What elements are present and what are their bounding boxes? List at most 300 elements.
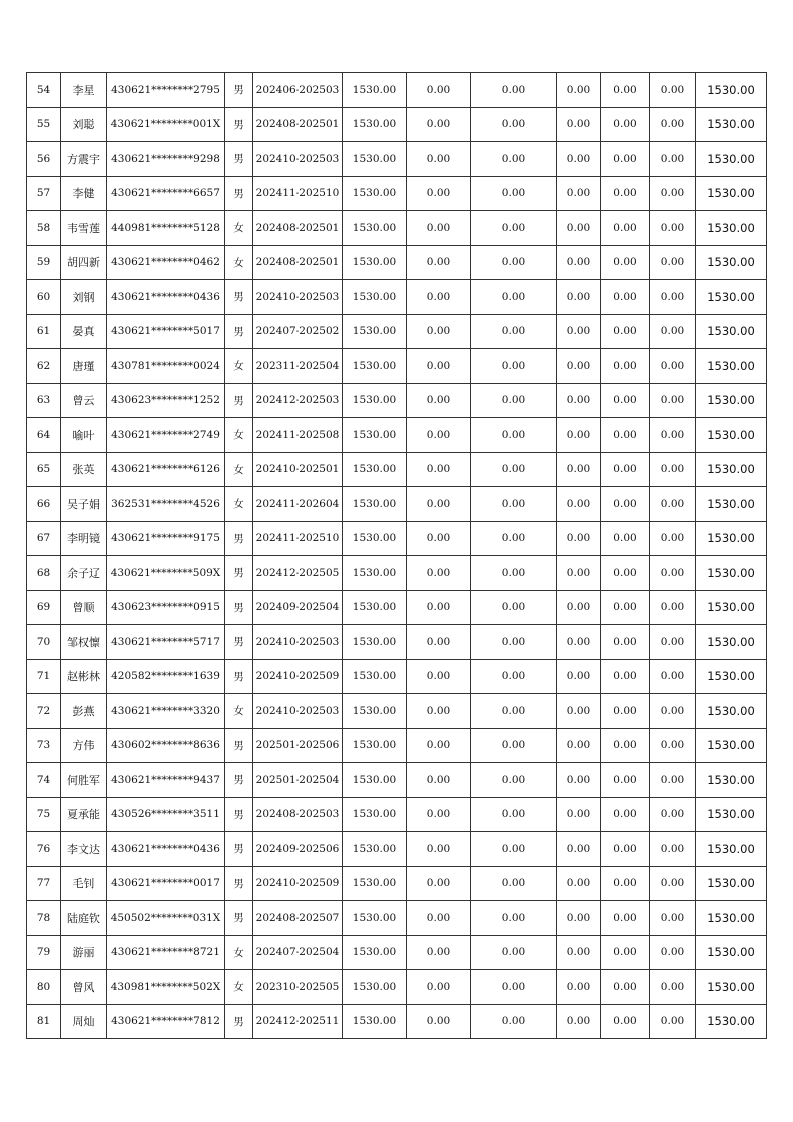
amount-col-6-cell: 0.00 <box>650 970 696 1005</box>
id-number-cell: 430623********0915 <box>107 590 225 625</box>
amount-col-6-cell: 0.00 <box>650 590 696 625</box>
amount-col-6-cell: 0.00 <box>650 73 696 108</box>
gender-cell: 男 <box>225 590 253 625</box>
gender-cell: 男 <box>225 763 253 798</box>
table-row <box>27 73 767 108</box>
amount-col-3-cell: 0.00 <box>471 728 557 763</box>
amount-col-5-cell: 0.00 <box>601 245 650 280</box>
amount-col-4-cell: 0.00 <box>557 866 601 901</box>
amount-col-4-cell: 0.00 <box>557 521 601 556</box>
amount-col-3-cell: 0.00 <box>471 73 557 108</box>
period-cell: 202501-202506 <box>253 728 343 763</box>
amount-col-4-cell: 0.00 <box>557 832 601 867</box>
name-cell: 刘钢 <box>61 280 107 315</box>
name-cell: 喻叶 <box>61 418 107 453</box>
name-cell: 曾顺 <box>61 590 107 625</box>
amount-col-4-cell: 0.00 <box>557 935 601 970</box>
name-cell: 张英 <box>61 452 107 487</box>
amount-col-2-cell: 0.00 <box>407 176 471 211</box>
amount-col-4-cell: 0.00 <box>557 418 601 453</box>
id-number-cell: 430621********2795 <box>107 73 225 108</box>
amount-col-3-cell: 0.00 <box>471 107 557 142</box>
row-number-cell: 76 <box>27 832 61 867</box>
amount-col-3-cell: 0.00 <box>471 280 557 315</box>
table-row <box>27 349 767 384</box>
amount-col-6-cell: 0.00 <box>650 280 696 315</box>
amount-col-2-cell: 0.00 <box>407 590 471 625</box>
period-cell: 202409-202506 <box>253 832 343 867</box>
amount-col-3-cell: 0.00 <box>471 314 557 349</box>
amount-col-3-cell: 0.00 <box>471 625 557 660</box>
gender-cell: 女 <box>225 452 253 487</box>
name-cell: 李明镜 <box>61 521 107 556</box>
row-number-cell: 63 <box>27 383 61 418</box>
table-row <box>27 211 767 246</box>
total-cell: 1530.00 <box>696 694 767 729</box>
period-cell: 202409-202504 <box>253 590 343 625</box>
id-number-cell: 430623********1252 <box>107 383 225 418</box>
id-number-cell: 430621********509X <box>107 556 225 591</box>
amount-col-4-cell: 0.00 <box>557 901 601 936</box>
amount-col-3-cell: 0.00 <box>471 1004 557 1039</box>
amount-col-6-cell: 0.00 <box>650 418 696 453</box>
amount-col-6-cell: 0.00 <box>650 176 696 211</box>
gender-cell: 男 <box>225 73 253 108</box>
amount-col-5-cell: 0.00 <box>601 970 650 1005</box>
row-number-cell: 66 <box>27 487 61 522</box>
gender-cell: 男 <box>225 107 253 142</box>
table-row <box>27 452 767 487</box>
row-number-cell: 59 <box>27 245 61 280</box>
name-cell: 李健 <box>61 176 107 211</box>
amount-cell: 1530.00 <box>343 383 407 418</box>
amount-col-5-cell: 0.00 <box>601 625 650 660</box>
gender-cell: 男 <box>225 176 253 211</box>
amount-cell: 1530.00 <box>343 142 407 177</box>
period-cell: 202408-202501 <box>253 107 343 142</box>
amount-col-3-cell: 0.00 <box>471 349 557 384</box>
amount-col-4-cell: 0.00 <box>557 349 601 384</box>
amount-col-5-cell: 0.00 <box>601 590 650 625</box>
total-cell: 1530.00 <box>696 901 767 936</box>
amount-col-5-cell: 0.00 <box>601 383 650 418</box>
amount-col-6-cell: 0.00 <box>650 211 696 246</box>
gender-cell: 男 <box>225 521 253 556</box>
gender-cell: 男 <box>225 797 253 832</box>
amount-col-6-cell: 0.00 <box>650 383 696 418</box>
id-number-cell: 430621********6126 <box>107 452 225 487</box>
row-number-cell: 81 <box>27 1004 61 1039</box>
total-cell: 1530.00 <box>696 728 767 763</box>
row-number-cell: 55 <box>27 107 61 142</box>
name-cell: 何胜军 <box>61 763 107 798</box>
id-number-cell: 430621********7812 <box>107 1004 225 1039</box>
amount-cell: 1530.00 <box>343 625 407 660</box>
name-cell: 李星 <box>61 73 107 108</box>
row-number-cell: 69 <box>27 590 61 625</box>
amount-col-4-cell: 0.00 <box>557 763 601 798</box>
amount-col-3-cell: 0.00 <box>471 763 557 798</box>
amount-col-5-cell: 0.00 <box>601 694 650 729</box>
table-row <box>27 935 767 970</box>
amount-col-5-cell: 0.00 <box>601 728 650 763</box>
amount-cell: 1530.00 <box>343 866 407 901</box>
gender-cell: 男 <box>225 383 253 418</box>
amount-col-5-cell: 0.00 <box>601 314 650 349</box>
amount-col-6-cell: 0.00 <box>650 728 696 763</box>
period-cell: 202501-202504 <box>253 763 343 798</box>
amount-col-2-cell: 0.00 <box>407 349 471 384</box>
amount-col-5-cell: 0.00 <box>601 418 650 453</box>
gender-cell: 男 <box>225 556 253 591</box>
amount-col-3-cell: 0.00 <box>471 970 557 1005</box>
amount-col-4-cell: 0.00 <box>557 314 601 349</box>
total-cell: 1530.00 <box>696 590 767 625</box>
amount-col-6-cell: 0.00 <box>650 452 696 487</box>
amount-cell: 1530.00 <box>343 245 407 280</box>
amount-col-6-cell: 0.00 <box>650 107 696 142</box>
name-cell: 邹权懔 <box>61 625 107 660</box>
amount-col-5-cell: 0.00 <box>601 107 650 142</box>
amount-col-5-cell: 0.00 <box>601 935 650 970</box>
amount-col-5-cell: 0.00 <box>601 142 650 177</box>
period-cell: 202412-202503 <box>253 383 343 418</box>
id-number-cell: 430621********9437 <box>107 763 225 798</box>
table-row <box>27 970 767 1005</box>
row-number-cell: 80 <box>27 970 61 1005</box>
name-cell: 胡四新 <box>61 245 107 280</box>
table-row <box>27 797 767 832</box>
amount-col-2-cell: 0.00 <box>407 314 471 349</box>
id-number-cell: 362531********4526 <box>107 487 225 522</box>
amount-col-4-cell: 0.00 <box>557 797 601 832</box>
table-row <box>27 107 767 142</box>
table-row <box>27 280 767 315</box>
period-cell: 202410-202503 <box>253 625 343 660</box>
id-number-cell: 420582********1639 <box>107 659 225 694</box>
table-row <box>27 763 767 798</box>
amount-cell: 1530.00 <box>343 763 407 798</box>
total-cell: 1530.00 <box>696 521 767 556</box>
amount-col-6-cell: 0.00 <box>650 935 696 970</box>
id-number-cell: 450502********031X <box>107 901 225 936</box>
id-number-cell: 430526********3511 <box>107 797 225 832</box>
amount-col-6-cell: 0.00 <box>650 556 696 591</box>
total-cell: 1530.00 <box>696 176 767 211</box>
amount-col-2-cell: 0.00 <box>407 970 471 1005</box>
table-row <box>27 866 767 901</box>
row-number-cell: 73 <box>27 728 61 763</box>
amount-col-2-cell: 0.00 <box>407 280 471 315</box>
amount-col-6-cell: 0.00 <box>650 832 696 867</box>
table-row <box>27 142 767 177</box>
total-cell: 1530.00 <box>696 452 767 487</box>
amount-col-4-cell: 0.00 <box>557 694 601 729</box>
row-number-cell: 54 <box>27 73 61 108</box>
amount-col-2-cell: 0.00 <box>407 556 471 591</box>
amount-col-6-cell: 0.00 <box>650 245 696 280</box>
amount-col-2-cell: 0.00 <box>407 901 471 936</box>
table-row <box>27 625 767 660</box>
row-number-cell: 60 <box>27 280 61 315</box>
amount-col-2-cell: 0.00 <box>407 142 471 177</box>
row-number-cell: 65 <box>27 452 61 487</box>
amount-col-4-cell: 0.00 <box>557 176 601 211</box>
amount-cell: 1530.00 <box>343 314 407 349</box>
amount-col-5-cell: 0.00 <box>601 832 650 867</box>
amount-col-5-cell: 0.00 <box>601 1004 650 1039</box>
row-number-cell: 71 <box>27 659 61 694</box>
amount-cell: 1530.00 <box>343 797 407 832</box>
amount-cell: 1530.00 <box>343 590 407 625</box>
row-number-cell: 64 <box>27 418 61 453</box>
name-cell: 李文达 <box>61 832 107 867</box>
amount-col-2-cell: 0.00 <box>407 1004 471 1039</box>
row-number-cell: 74 <box>27 763 61 798</box>
total-cell: 1530.00 <box>696 556 767 591</box>
id-number-cell: 430621********6657 <box>107 176 225 211</box>
amount-cell: 1530.00 <box>343 280 407 315</box>
gender-cell: 男 <box>225 1004 253 1039</box>
period-cell: 202410-202503 <box>253 280 343 315</box>
amount-col-5-cell: 0.00 <box>601 659 650 694</box>
gender-cell: 男 <box>225 280 253 315</box>
total-cell: 1530.00 <box>696 935 767 970</box>
amount-col-2-cell: 0.00 <box>407 521 471 556</box>
name-cell: 赵彬林 <box>61 659 107 694</box>
table-row <box>27 383 767 418</box>
amount-col-2-cell: 0.00 <box>407 763 471 798</box>
period-cell: 202411-202508 <box>253 418 343 453</box>
amount-col-4-cell: 0.00 <box>557 556 601 591</box>
row-number-cell: 61 <box>27 314 61 349</box>
period-cell: 202410-202509 <box>253 659 343 694</box>
amount-col-5-cell: 0.00 <box>601 349 650 384</box>
amount-cell: 1530.00 <box>343 107 407 142</box>
amount-cell: 1530.00 <box>343 728 407 763</box>
gender-cell: 男 <box>225 728 253 763</box>
row-number-cell: 68 <box>27 556 61 591</box>
amount-col-2-cell: 0.00 <box>407 211 471 246</box>
amount-cell: 1530.00 <box>343 970 407 1005</box>
period-cell: 202408-202503 <box>253 797 343 832</box>
gender-cell: 男 <box>225 659 253 694</box>
gender-cell: 男 <box>225 142 253 177</box>
amount-col-6-cell: 0.00 <box>650 314 696 349</box>
period-cell: 202410-202509 <box>253 866 343 901</box>
amount-col-4-cell: 0.00 <box>557 73 601 108</box>
amount-col-2-cell: 0.00 <box>407 797 471 832</box>
amount-col-6-cell: 0.00 <box>650 763 696 798</box>
amount-col-3-cell: 0.00 <box>471 142 557 177</box>
id-number-cell: 430981********502X <box>107 970 225 1005</box>
period-cell: 202410-202503 <box>253 142 343 177</box>
amount-col-6-cell: 0.00 <box>650 797 696 832</box>
id-number-cell: 430621********9175 <box>107 521 225 556</box>
period-cell: 202412-202505 <box>253 556 343 591</box>
amount-col-4-cell: 0.00 <box>557 142 601 177</box>
row-number-cell: 56 <box>27 142 61 177</box>
amount-col-2-cell: 0.00 <box>407 935 471 970</box>
amount-col-6-cell: 0.00 <box>650 142 696 177</box>
gender-cell: 男 <box>225 901 253 936</box>
id-number-cell: 430621********2749 <box>107 418 225 453</box>
name-cell: 陆庭钦 <box>61 901 107 936</box>
name-cell: 唐瑾 <box>61 349 107 384</box>
amount-col-5-cell: 0.00 <box>601 797 650 832</box>
row-number-cell: 75 <box>27 797 61 832</box>
total-cell: 1530.00 <box>696 349 767 384</box>
row-number-cell: 79 <box>27 935 61 970</box>
amount-cell: 1530.00 <box>343 211 407 246</box>
table-row <box>27 832 767 867</box>
period-cell: 202408-202501 <box>253 211 343 246</box>
amount-col-4-cell: 0.00 <box>557 728 601 763</box>
amount-col-3-cell: 0.00 <box>471 521 557 556</box>
total-cell: 1530.00 <box>696 280 767 315</box>
id-number-cell: 430621********0436 <box>107 832 225 867</box>
amount-col-3-cell: 0.00 <box>471 211 557 246</box>
name-cell: 周灿 <box>61 1004 107 1039</box>
gender-cell: 男 <box>225 832 253 867</box>
name-cell: 夏承能 <box>61 797 107 832</box>
total-cell: 1530.00 <box>696 970 767 1005</box>
gender-cell: 女 <box>225 487 253 522</box>
period-cell: 202412-202511 <box>253 1004 343 1039</box>
amount-col-6-cell: 0.00 <box>650 694 696 729</box>
amount-cell: 1530.00 <box>343 659 407 694</box>
amount-col-5-cell: 0.00 <box>601 866 650 901</box>
total-cell: 1530.00 <box>696 73 767 108</box>
amount-col-5-cell: 0.00 <box>601 176 650 211</box>
amount-col-6-cell: 0.00 <box>650 349 696 384</box>
total-cell: 1530.00 <box>696 1004 767 1039</box>
table-row <box>27 659 767 694</box>
amount-col-6-cell: 0.00 <box>650 901 696 936</box>
amount-col-6-cell: 0.00 <box>650 521 696 556</box>
amount-col-6-cell: 0.00 <box>650 487 696 522</box>
row-number-cell: 70 <box>27 625 61 660</box>
id-number-cell: 430621********0462 <box>107 245 225 280</box>
name-cell: 吴子娟 <box>61 487 107 522</box>
gender-cell: 女 <box>225 935 253 970</box>
name-cell: 曾风 <box>61 970 107 1005</box>
period-cell: 202408-202507 <box>253 901 343 936</box>
row-number-cell: 62 <box>27 349 61 384</box>
amount-cell: 1530.00 <box>343 901 407 936</box>
amount-cell: 1530.00 <box>343 694 407 729</box>
table-body <box>27 73 767 1039</box>
period-cell: 202408-202501 <box>253 245 343 280</box>
amount-cell: 1530.00 <box>343 349 407 384</box>
id-number-cell: 440981********5128 <box>107 211 225 246</box>
table-row <box>27 728 767 763</box>
amount-col-2-cell: 0.00 <box>407 487 471 522</box>
name-cell: 晏真 <box>61 314 107 349</box>
amount-col-6-cell: 0.00 <box>650 625 696 660</box>
amount-cell: 1530.00 <box>343 832 407 867</box>
amount-col-5-cell: 0.00 <box>601 280 650 315</box>
gender-cell: 女 <box>225 245 253 280</box>
amount-col-4-cell: 0.00 <box>557 625 601 660</box>
id-number-cell: 430621********5717 <box>107 625 225 660</box>
total-cell: 1530.00 <box>696 107 767 142</box>
amount-col-4-cell: 0.00 <box>557 452 601 487</box>
id-number-cell: 430781********0024 <box>107 349 225 384</box>
period-cell: 202407-202502 <box>253 314 343 349</box>
amount-col-4-cell: 0.00 <box>557 590 601 625</box>
total-cell: 1530.00 <box>696 142 767 177</box>
id-number-cell: 430621********0017 <box>107 866 225 901</box>
id-number-cell: 430621********001X <box>107 107 225 142</box>
amount-col-5-cell: 0.00 <box>601 556 650 591</box>
total-cell: 1530.00 <box>696 763 767 798</box>
id-number-cell: 430602********8636 <box>107 728 225 763</box>
total-cell: 1530.00 <box>696 866 767 901</box>
amount-cell: 1530.00 <box>343 73 407 108</box>
table-row <box>27 487 767 522</box>
amount-col-3-cell: 0.00 <box>471 901 557 936</box>
table-row <box>27 176 767 211</box>
amount-col-5-cell: 0.00 <box>601 452 650 487</box>
table-row <box>27 901 767 936</box>
amount-col-2-cell: 0.00 <box>407 728 471 763</box>
amount-cell: 1530.00 <box>343 1004 407 1039</box>
table-row <box>27 245 767 280</box>
amount-cell: 1530.00 <box>343 452 407 487</box>
table-row <box>27 521 767 556</box>
total-cell: 1530.00 <box>696 245 767 280</box>
amount-col-2-cell: 0.00 <box>407 659 471 694</box>
name-cell: 余子辽 <box>61 556 107 591</box>
amount-col-2-cell: 0.00 <box>407 832 471 867</box>
amount-col-3-cell: 0.00 <box>471 935 557 970</box>
amount-col-5-cell: 0.00 <box>601 211 650 246</box>
name-cell: 刘聪 <box>61 107 107 142</box>
amount-col-4-cell: 0.00 <box>557 211 601 246</box>
total-cell: 1530.00 <box>696 797 767 832</box>
amount-col-3-cell: 0.00 <box>471 176 557 211</box>
name-cell: 毛钊 <box>61 866 107 901</box>
period-cell: 202406-202503 <box>253 73 343 108</box>
amount-col-3-cell: 0.00 <box>471 245 557 280</box>
gender-cell: 男 <box>225 625 253 660</box>
amount-col-3-cell: 0.00 <box>471 832 557 867</box>
amount-col-2-cell: 0.00 <box>407 625 471 660</box>
amount-cell: 1530.00 <box>343 487 407 522</box>
amount-col-3-cell: 0.00 <box>471 659 557 694</box>
amount-col-3-cell: 0.00 <box>471 797 557 832</box>
period-cell: 202411-202510 <box>253 176 343 211</box>
id-number-cell: 430621********0436 <box>107 280 225 315</box>
amount-col-6-cell: 0.00 <box>650 659 696 694</box>
amount-col-4-cell: 0.00 <box>557 383 601 418</box>
amount-col-3-cell: 0.00 <box>471 418 557 453</box>
row-number-cell: 58 <box>27 211 61 246</box>
amount-cell: 1530.00 <box>343 556 407 591</box>
total-cell: 1530.00 <box>696 625 767 660</box>
amount-col-2-cell: 0.00 <box>407 694 471 729</box>
total-cell: 1530.00 <box>696 659 767 694</box>
period-cell: 202310-202505 <box>253 970 343 1005</box>
total-cell: 1530.00 <box>696 314 767 349</box>
amount-cell: 1530.00 <box>343 521 407 556</box>
amount-col-2-cell: 0.00 <box>407 418 471 453</box>
amount-col-4-cell: 0.00 <box>557 280 601 315</box>
gender-cell: 女 <box>225 418 253 453</box>
name-cell: 游丽 <box>61 935 107 970</box>
amount-col-4-cell: 0.00 <box>557 487 601 522</box>
